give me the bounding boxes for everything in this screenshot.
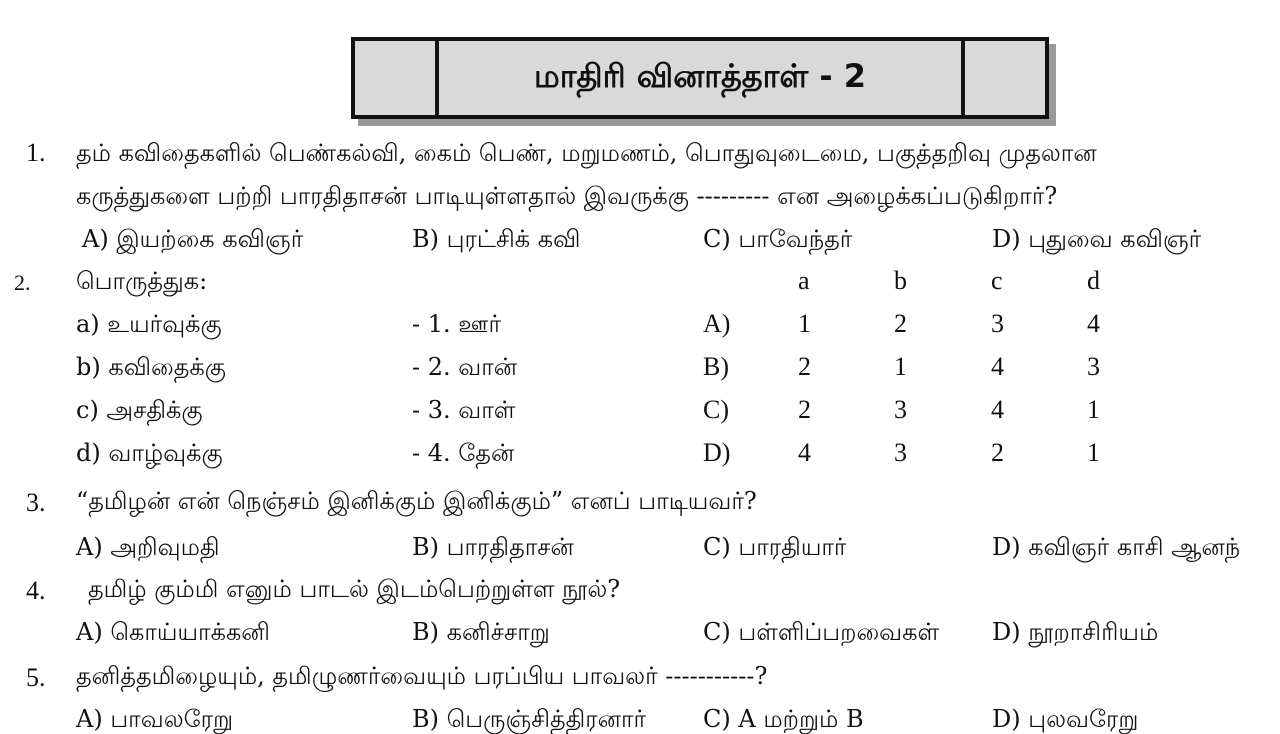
q2-col-header-d: d: [1087, 266, 1100, 295]
title-divider-right: [961, 41, 965, 115]
q2-left-b: b) கவிதைக்கு: [76, 353, 226, 381]
q4-option-a: A) கொய்யாக்கனி: [76, 618, 271, 646]
q3-option-c: C) பாரதியார்: [703, 533, 847, 561]
title-box: [351, 37, 1049, 119]
q2-answer-c-val-4: 1: [1087, 395, 1100, 424]
page-title: மாதிரி வினாத்தாள் - 2: [533, 57, 867, 95]
q1-text-line1: தம் கவிதைகளில் பெண்கல்வி, கைம் பெண், மறுமணம், பொதுவுடைமை, பகுத்தறிவு முதலான: [76, 139, 1097, 167]
q2-answer-c-val-2: 3: [894, 395, 907, 424]
q5-number: 5.: [26, 663, 46, 692]
title-divider-left: [435, 41, 439, 115]
q4-text: தமிழ் கும்மி எனும் பாடல் இடம்பெற்றுள்ள நூல்?: [88, 575, 621, 603]
q5-option-c: C) A மற்றும் B: [703, 705, 864, 733]
q2-answer-label-d: D): [703, 438, 731, 467]
q2-answer-a-val-3: 3: [991, 309, 1004, 338]
q2-col-header-b: b: [894, 266, 907, 295]
q2-left-a: a) உயர்வுக்கு: [76, 310, 222, 338]
q4-option-d: D) நூறாசிரியம்: [992, 618, 1159, 646]
q2-right-2: - 2. வான்: [412, 353, 518, 381]
q2-answer-a-val-4: 4: [1087, 309, 1100, 338]
q2-answer-label-c: C): [703, 395, 729, 424]
q2-left-d: d) வாழ்வுக்கு: [76, 439, 223, 467]
q3-option-b: B) பாரதிதாசன்: [412, 533, 574, 561]
q2-answer-label-a: A): [703, 309, 731, 338]
q3-text: “தமிழன் என் நெஞ்சம் இனிக்கும் இனிக்கும்” எனப் பாடியவர்?: [76, 487, 757, 515]
q2-answer-c-val-1: 2: [798, 395, 811, 424]
q1-option-b: B) புரட்சிக் கவி: [412, 225, 581, 253]
q2-answer-b-val-1: 2: [798, 352, 811, 381]
q2-answer-d-val-4: 1: [1087, 438, 1100, 467]
q1-option-a: A) இயற்கை கவிஞர்: [82, 225, 304, 253]
q2-right-3: - 3. வாள்: [412, 396, 516, 424]
q2-answer-a-val-1: 1: [798, 309, 811, 338]
q2-answer-d-val-1: 4: [798, 438, 811, 467]
q5-option-d: D) புலவரேறு: [992, 705, 1139, 733]
q2-right-4: - 4. தேன்: [412, 439, 515, 467]
q2-number: 2.: [14, 270, 31, 295]
q2-col-header-c: c: [991, 266, 1003, 295]
q2-answer-b-val-2: 1: [894, 352, 907, 381]
q2-heading: பொருத்துக:: [76, 267, 208, 295]
q3-number: 3.: [26, 488, 46, 517]
q2-left-c: c) அசதிக்கு: [76, 396, 203, 424]
q3-option-a: A) அறிவுமதி: [76, 533, 220, 561]
q5-text: தனித்தமிழையும், தமிழுணர்வையும் பரப்பிய பாவலர் -----------?: [76, 662, 768, 690]
q2-answer-label-b: B): [703, 352, 729, 381]
q2-answer-a-val-2: 2: [894, 309, 907, 338]
q1-text-line2: கருத்துகளை பற்றி பாரதிதாசன் பாடியுள்ளதால் இவருக்கு --------- என அழைக்கப்படுகிறார்?: [76, 182, 1058, 210]
q2-answer-d-val-3: 2: [991, 438, 1004, 467]
q1-option-d: D) புதுவை கவிஞர்: [992, 225, 1202, 253]
q5-option-a: A) பாவலரேறு: [76, 705, 234, 733]
q1-number: 1.: [26, 138, 46, 167]
q2-answer-d-val-2: 3: [894, 438, 907, 467]
q2-col-header-a: a: [798, 266, 810, 295]
q3-option-d: D) கவிஞர் காசி ஆனந்: [992, 533, 1241, 561]
q2-answer-b-val-3: 4: [991, 352, 1004, 381]
q2-right-1: - 1. ஊர்: [412, 310, 502, 338]
q4-number: 4.: [26, 576, 46, 605]
q1-option-c: C) பாவேந்தர்: [703, 225, 853, 253]
q4-option-b: B) கனிச்சாறு: [412, 618, 550, 646]
q5-option-b: B) பெருஞ்சித்திரனார்: [412, 705, 647, 733]
q2-answer-b-val-4: 3: [1087, 352, 1100, 381]
q2-answer-c-val-3: 4: [991, 395, 1004, 424]
q4-option-c: C) பள்ளிப்பறவைகள்: [703, 618, 940, 646]
